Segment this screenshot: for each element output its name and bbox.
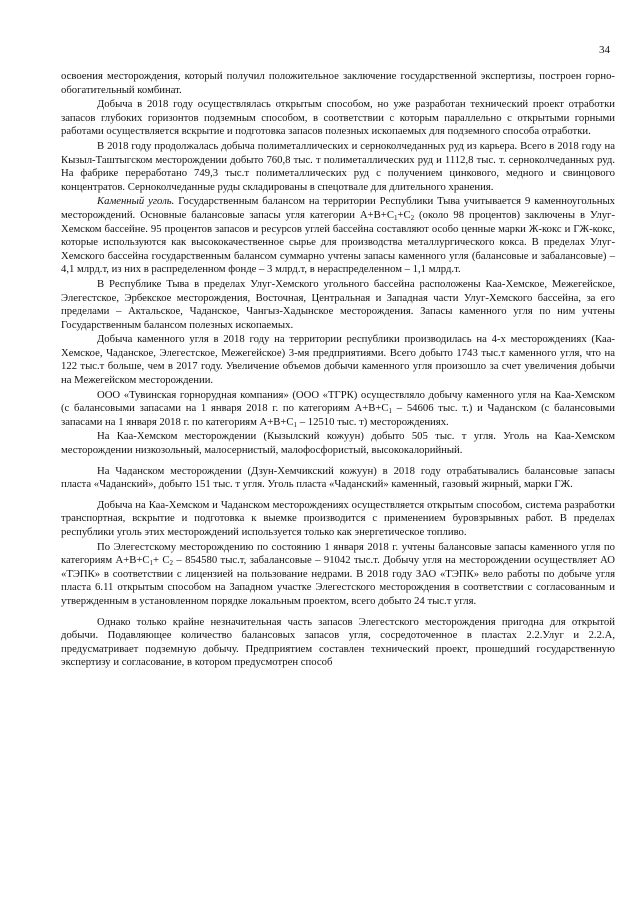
paragraph-12: Однако только крайне незначительная часть запасов Элегестского месторождения пригодна для открытой добычи. Подавляющее количество балансовых запасов угля, сосредоточенное в пластах 2.2.Улуг и 2.2.А, предусматривает подземную добычу. Предприятием составлен технический проект, прошедший государственную экспертизу и согласование, в котором предусмотрен способ xyxy=(61,615,615,669)
paragraph-9: На Чаданском месторождении (Дзун-Хемчикский кожуун) в 2018 году отрабатывались балансовые запасы пласта «Чаданский», добыто 151 тыс. т угля. Уголь пласта «Чаданский» каменный, газовый жирный, марки ГЖ. xyxy=(61,464,615,491)
body-text xyxy=(61,70,615,671)
page-number: 34 xyxy=(599,44,610,56)
paragraph-5: В Республике Тыва в пределах Улуг-Хемского угольного бассейна расположены Каа-Хемское, Межегейское, Элегестское, Эрбекское месторождения, Восточная, Центральная и Западная части Улуг-Хемского бассейна, за его пределами – Актальское, Чаданское, Чангыз-Хадынское месторождения. Запасы каменного угля по ним учтены Государственным балансом полезных ископаемых. xyxy=(61,277,615,331)
paragraph-8: На Каа-Хемском месторождении (Кызылский кожуун) добыто 505 тыс. т угля. Уголь на Каа-Хемском месторождении низкозольный, малосернистый, малофосфористый, высококалорийный. xyxy=(61,430,615,457)
section-lead-coal: Каменный уголь. xyxy=(97,195,175,208)
paragraph-1: освоения месторождения, который получил положительное заключение государственной экспертизы, построен горно-обогатительный комбинат. xyxy=(61,70,615,96)
paragraph-3: В 2018 году продолжалась добыча полиметаллических и серноколчеданных руд из карьера. Всего в 2018 году на Кызыл-Таштыгском месторождении добыто 760,8 тыс. т полиметаллических руд и 1112,8 тыс. т. серноколчеданных руд. На фабрике переработано 749,3 тыс.т полиметаллических руд с получением цинкового, медного и свинцового концентратов. Серноколчеданные руды складированы в спецотвале для длительного хранения. xyxy=(61,139,615,193)
paragraph-6: Добыча каменного угля в 2018 году на территории республики производилась на 4-х месторождениях (Каа-Хемское, Чаданское, Элегестское, Межегейское) 3-мя предприятиями. Всего добыто 1743 тыс.т каменного угля, что на 122 тыс.т больше, чем в 2017 году. Увеличение объемов добычи каменного угля произошло за счет увеличения добычи на Межегейском месторождении. xyxy=(61,333,615,387)
paragraph-10: Добыча на Каа-Хемском и Чаданском месторождениях осуществляется открытым способом, система разработки транспортная, вскрытие и подготовка к выемке производится с применением буровзрывных работ. В пределах республики уголь этих месторождений используется только как энергетическое топливо. xyxy=(61,498,615,538)
paragraph-7: ООО «Тувинская горнорудная компания» (ООО «ТГРК) осуществляло добычу каменного угля на Каа-Хемском (с балансовыми запасами на 1 января 2018 г. по категориям $А+В+С_1 - 54606$ тыс. т.) и Чаданском (с балансовыми запасами на 1 января 2018 г. по категориям $А+В+С_1 - 12510$ тыс. т) месторождениях. xyxy=(61,388,616,429)
paragraph-2: Добыча в 2018 году осуществлялась открытым способом, но уже разработан технический проект отработки запасов глубоких горизонтов подземным способом, в соответствии с которым параллельно с открытыми горными работами осуществляется вскрытие и подготовка запасов полезных ископаемых для подземного способа отработки. xyxy=(61,98,615,138)
paragraph-11: По Элегестскому месторождению по состоянию 1 января 2018 г. учтены балансовые запасы каменного угля по категориям $А+В+С_1+ С_2 - 854580$ тыс.т, забалансовые – 91042 тыс.т. Добычу угля на месторождении осуществляет АО «ТЭПК» в соответствии с лицензией на пользование недрами. В 2018 году ЗАО «ТЭПК» вело работы по добыче угля пласта 6.11 открытым способом на Западном участке Элегестского месторождения в соответствии с согласованным и утвержденным в установленном порядке локальным проектом, всего добыто 24 тыс.т угля. xyxy=(61,540,616,607)
paragraph-4: Каменный уголь. Государственным балансом на территории Республики Тыва учитывается 9 каменноугольных месторождений. Основные балансовые запасы угля категории $А+В+С_1+С_2$ (около 98 процентов) заключены в Улуг-Хемском бассейне. 95 процентов запасов и ресурсов углей бассейна составляют особо ценные марки Ж-кокс и ГЖ-кокс, которые используются как высококачественное сырье для производства металлургического кокса. В пределах Улуг-Хемского бассейна государственным балансом суммарно учтены запасы каменного угля (балансовые и забалансовые) – 4,1 млрд.т, из них в распределенном фонде – 3 млрд.т, в нераспределенном – 1,1 млрд.т. xyxy=(61,195,615,276)
